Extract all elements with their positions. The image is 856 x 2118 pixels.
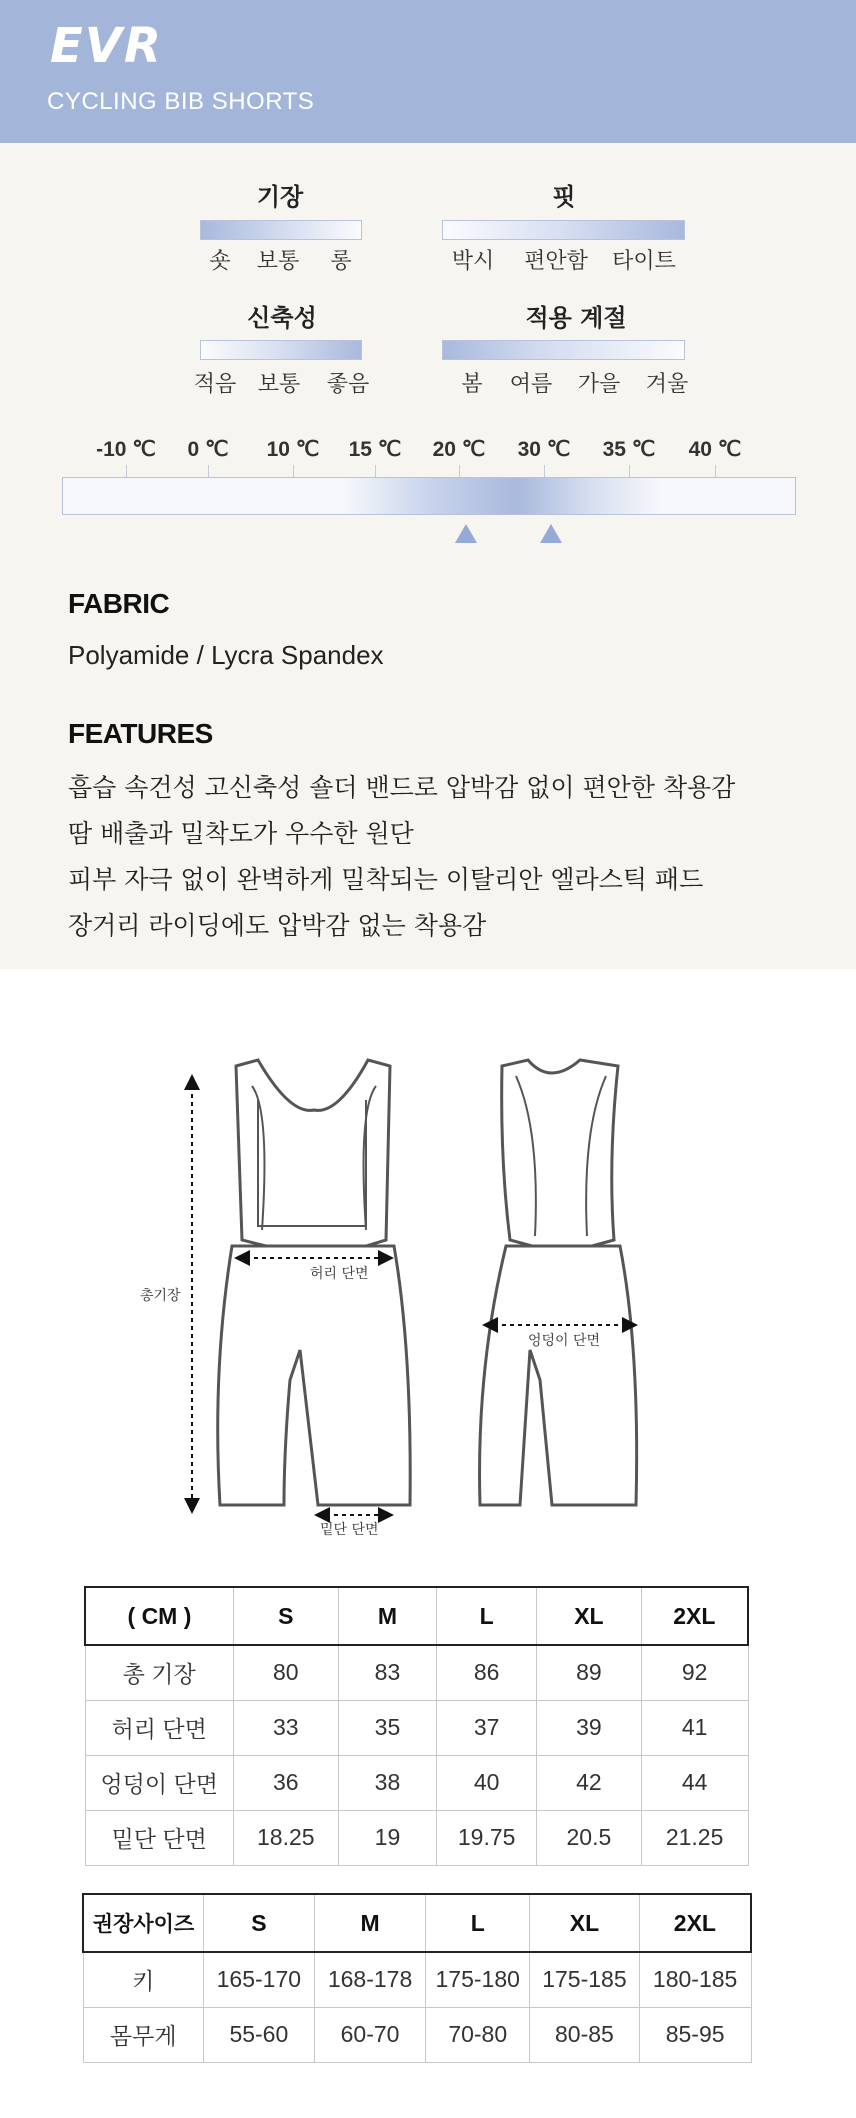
table-cell: 86 <box>437 1645 537 1700</box>
table-cell: 44 <box>641 1755 748 1810</box>
size-table-header-cell: M <box>338 1587 437 1645</box>
table-cell: 엉덩이 단면 <box>85 1755 233 1810</box>
fit-option-boxy: 박시 <box>451 249 495 274</box>
size-table-header-cell: ( CM ) <box>85 1587 233 1645</box>
table-cell: 41 <box>641 1700 748 1755</box>
table-cell: 19.75 <box>437 1810 537 1865</box>
table-row <box>83 1952 751 2007</box>
header-banner <box>0 0 856 143</box>
stretch-title: 신축성 <box>247 304 317 332</box>
stretch-option-normal: 보통 <box>257 372 301 397</box>
table-cell: 20.5 <box>537 1810 642 1865</box>
table-cell: 85-95 <box>639 2007 751 2062</box>
table-cell: 21.25 <box>641 1810 748 1865</box>
temp-label: 35 ℃ <box>602 438 656 461</box>
season-option-winter: 겨울 <box>645 372 689 397</box>
table-row <box>85 1755 748 1810</box>
bib-shorts-diagram <box>140 1050 700 1540</box>
size-table-header-cell: L <box>437 1587 537 1645</box>
temp-tick <box>126 465 127 477</box>
recommend-size-table <box>82 1893 752 2063</box>
hem-label: 밑단 단면 <box>320 1522 379 1538</box>
temp-marker-30-icon <box>540 524 562 543</box>
table-cell: 19 <box>338 1810 437 1865</box>
table-row <box>85 1700 748 1755</box>
feature-item: 장거리 라이딩에도 압박감 없는 착용감 <box>68 911 487 940</box>
recommend-table-header-cell: L <box>426 1894 530 1952</box>
fit-option-tight: 타이트 <box>612 249 676 274</box>
size-table-header-cell: XL <box>537 1587 642 1645</box>
table-cell: 175-180 <box>426 1952 530 2007</box>
length-title: 기장 <box>256 183 304 211</box>
temp-tick <box>459 465 460 477</box>
size-table <box>84 1586 749 1866</box>
table-cell: 83 <box>338 1645 437 1700</box>
recommend-table-header-cell: XL <box>530 1894 640 1952</box>
table-cell: 몸무게 <box>83 2007 204 2062</box>
temp-label: -10 ℃ <box>96 438 156 461</box>
stretch-option-low: 적음 <box>193 372 237 397</box>
table-cell: 168-178 <box>314 1952 426 2007</box>
season-title: 적용 계절 <box>525 304 627 332</box>
season-option-fall: 가을 <box>577 372 621 397</box>
temp-tick <box>715 465 716 477</box>
table-cell: 175-185 <box>530 1952 640 2007</box>
temp-label: 30 ℃ <box>517 438 571 461</box>
season-bar <box>442 340 685 360</box>
temp-label: 20 ℃ <box>432 438 486 461</box>
temp-label: 15 ℃ <box>348 438 402 461</box>
size-table-header-cell: 2XL <box>641 1587 748 1645</box>
table-cell: 허리 단면 <box>85 1700 233 1755</box>
season-option-summer: 여름 <box>509 372 553 397</box>
fit-option-comfort: 편안함 <box>524 249 588 274</box>
feature-item: 흡습 속건성 고신축성 숄더 밴드로 압박감 없이 편안한 착용감 <box>68 773 736 802</box>
table-cell: 70-80 <box>426 2007 530 2062</box>
total-length-label: 총기장 <box>140 1288 181 1304</box>
size-table-header <box>85 1587 748 1645</box>
temp-label: 40 ℃ <box>688 438 742 461</box>
table-cell: 18.25 <box>233 1810 338 1865</box>
temp-label: 10 ℃ <box>266 438 320 461</box>
temp-tick <box>208 465 209 477</box>
table-cell: 키 <box>83 1952 204 2007</box>
length-option-short: 숏 <box>209 249 231 274</box>
front-view-icon <box>218 1060 410 1505</box>
table-cell: 37 <box>437 1700 537 1755</box>
table-cell: 60-70 <box>314 2007 426 2062</box>
table-cell: 165-170 <box>204 1952 315 2007</box>
fabric-title: FABRIC <box>68 588 170 619</box>
table-cell: 35 <box>338 1700 437 1755</box>
recommend-table-header <box>83 1894 751 1952</box>
stretch-bar <box>200 340 362 360</box>
table-cell: 80-85 <box>530 2007 640 2062</box>
waist-label: 허리 단면 <box>310 1266 369 1282</box>
table-cell: 38 <box>338 1755 437 1810</box>
table-cell: 36 <box>233 1755 338 1810</box>
table-cell: 42 <box>537 1755 642 1810</box>
recommend-table-header-cell: 2XL <box>639 1894 751 1952</box>
table-cell: 180-185 <box>639 1952 751 2007</box>
fit-title: 핏 <box>552 183 576 211</box>
season-option-spring: 봄 <box>461 372 483 397</box>
table-cell: 80 <box>233 1645 338 1700</box>
evr-logo <box>50 18 180 70</box>
length-option-normal: 보통 <box>256 249 300 274</box>
fit-bar <box>442 220 685 240</box>
table-row <box>85 1810 748 1865</box>
temperature-bar <box>62 477 796 515</box>
temp-tick <box>544 465 545 477</box>
table-cell: 89 <box>537 1645 642 1700</box>
fabric-text: Polyamide / Lycra Spandex <box>68 640 384 670</box>
table-cell: 55-60 <box>204 2007 315 2062</box>
recommend-table-header-cell: M <box>314 1894 426 1952</box>
product-subtitle: CYCLING BIB SHORTS <box>47 88 315 115</box>
features-title: FEATURES <box>68 718 213 749</box>
temp-tick <box>629 465 630 477</box>
table-cell: 39 <box>537 1700 642 1755</box>
table-cell: 33 <box>233 1700 338 1755</box>
feature-item: 땀 배출과 밀착도가 우수한 원단 <box>68 819 414 848</box>
temp-marker-20-icon <box>455 524 477 543</box>
length-option-long: 롱 <box>330 249 352 274</box>
table-row <box>85 1645 748 1700</box>
hip-label: 엉덩이 단면 <box>528 1333 601 1349</box>
recommend-table-header-cell: S <box>204 1894 315 1952</box>
svg-text:EVR: EVR <box>50 18 163 70</box>
temp-tick <box>375 465 376 477</box>
temp-tick <box>293 465 294 477</box>
table-row <box>83 2007 751 2062</box>
recommend-table-header-cell: 권장사이즈 <box>83 1894 204 1952</box>
table-cell: 40 <box>437 1755 537 1810</box>
table-cell: 총 기장 <box>85 1645 233 1700</box>
feature-item: 피부 자극 없이 완벽하게 밀착되는 이탈리안 엘라스틱 패드 <box>68 865 704 894</box>
back-view-icon <box>480 1060 637 1505</box>
table-cell: 밑단 단면 <box>85 1810 233 1865</box>
stretch-option-good: 좋음 <box>326 372 370 397</box>
size-table-header-cell: S <box>233 1587 338 1645</box>
table-cell: 92 <box>641 1645 748 1700</box>
temp-label: 0 ℃ <box>187 438 229 461</box>
length-bar <box>200 220 362 240</box>
